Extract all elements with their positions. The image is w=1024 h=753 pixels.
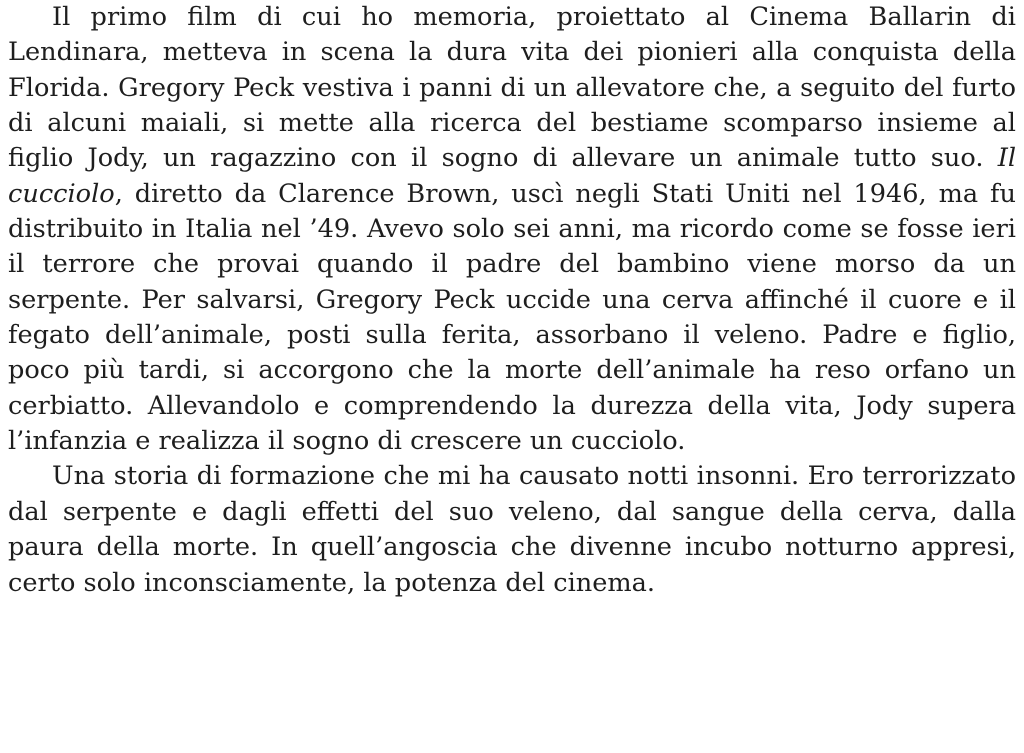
paragraph-2-text-1: Una storia di formazione che mi ha causato notti insonni. Ero terrorizzato dal serpente e dagli effetti del suo veleno, dal sangue della cerva, dalla paura della morte. In quell’angoscia che divenne incubo notturno appresi, certo solo inconsciamente, la potenza del cinema.: [8, 461, 1016, 598]
document-page: [8, 0, 1016, 601]
paragraph-2: [8, 459, 1016, 600]
paragraph-1: [8, 0, 1016, 459]
paragraph-1-text-1: Il primo film di cui ho memoria, proiettato al Cinema Ballarin di Lendinara, metteva in scena la dura vita dei pionieri alla conquista della Florida. Gregory Peck vestiva i panni di un allevatore che, a seguito del furto di alcuni maiali, si mette alla ricerca del bestiame scomparso insieme al figlio Jody, un ragazzino con il sogno di allevare un animale tutto suo.: [8, 2, 1016, 174]
film-title-italic: Il cucciolo: [8, 143, 1016, 209]
paragraph-1-text-2: , diretto da Clarence Brown, uscì negli Stati Uniti nel 1946, ma fu distribuito in Italia nel ’49. Avevo solo sei anni, ma ricordo come se fosse ieri il terrore che provai quando il padre del bambino viene morso da un serpente. Per salvarsi, Gregory Peck uccide una cerva affinché il cuore e il fegato dell’animale, posti sulla ferita, assorbano il veleno. Padre e figlio, poco più tardi, si accorgono che la morte dell’animale ha reso orfano un cerbiatto. Allevandolo e comprendendo la durezza della vita, Jody supera l’infanzia e realizza il sogno di crescere un cucciolo.: [8, 178, 1016, 457]
